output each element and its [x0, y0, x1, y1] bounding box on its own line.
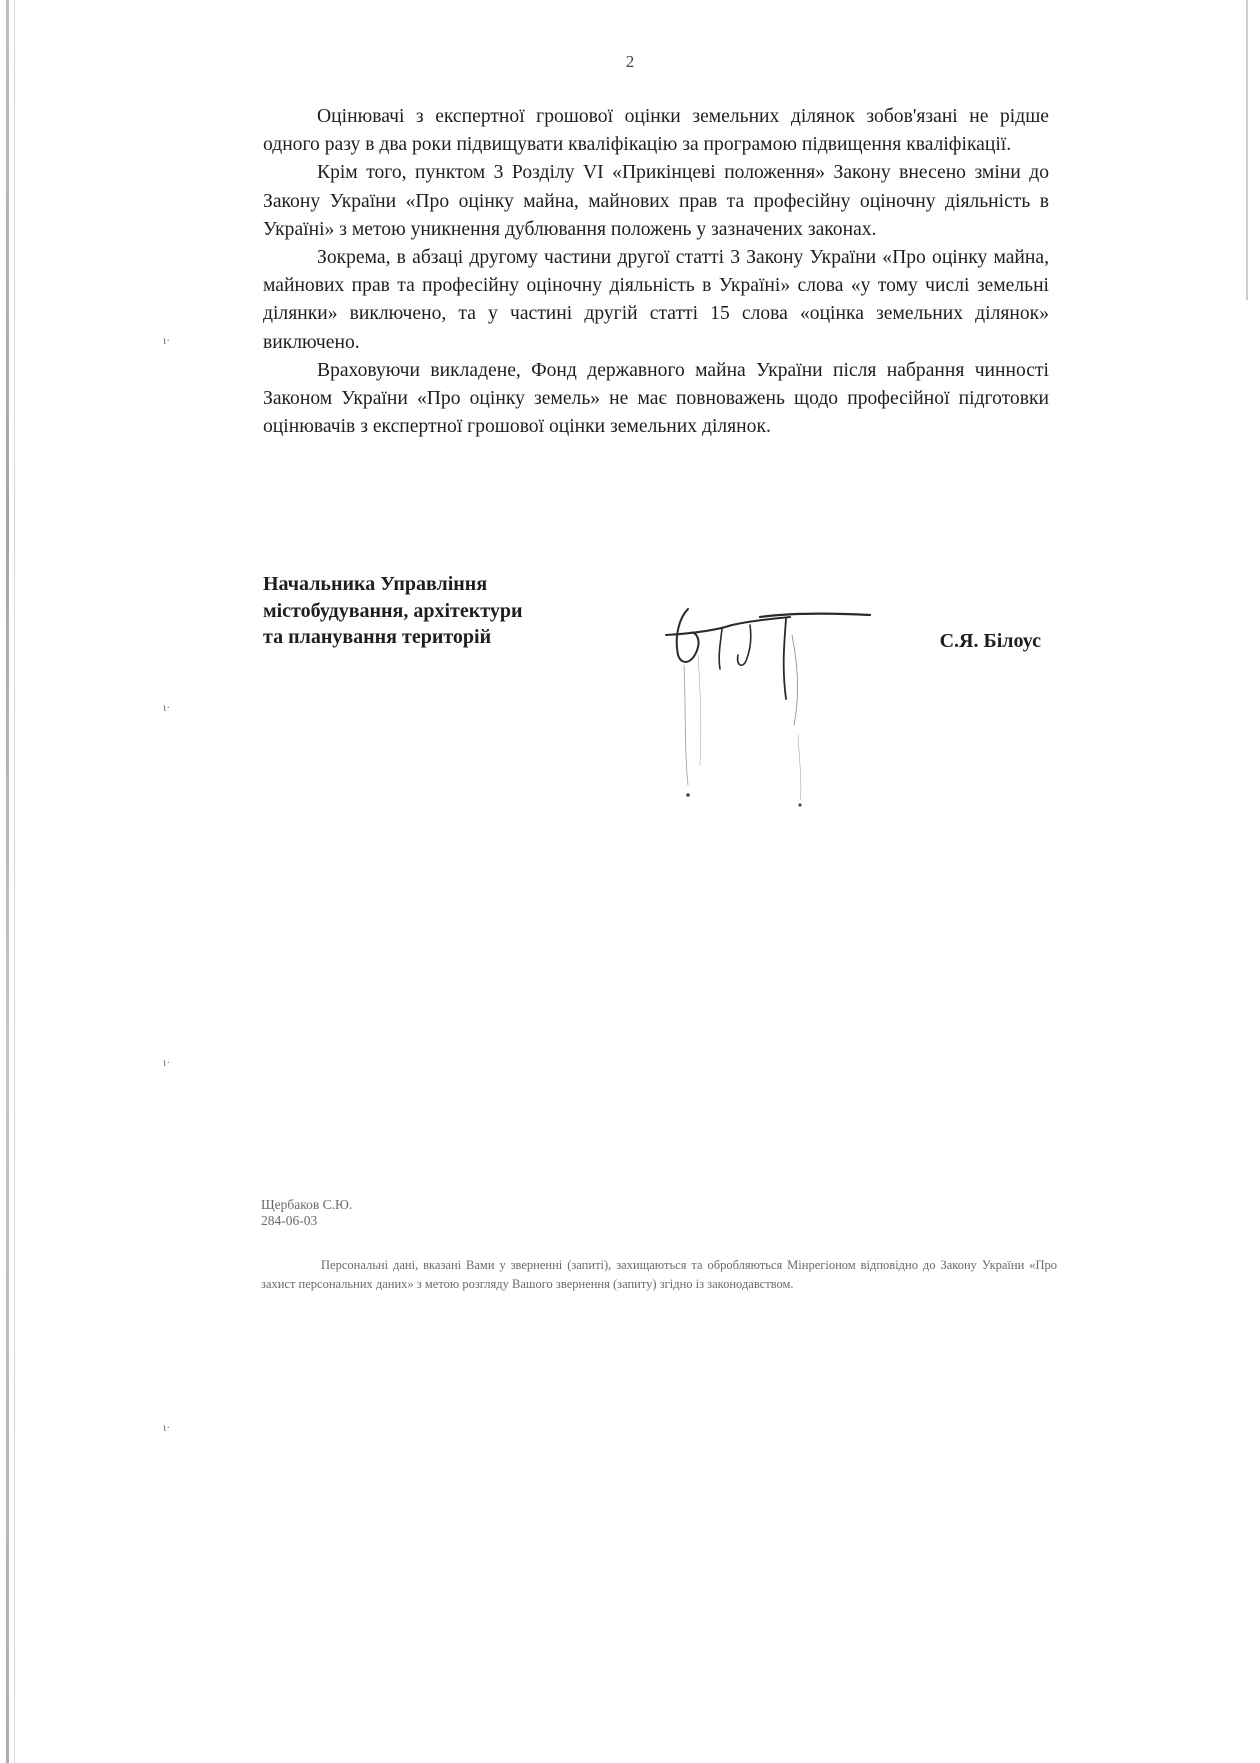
privacy-footnote: Персональні дані, вказані Вами у зверненні (запиті), захищаються та обробляються Мінрегіоном відповідно до Закону України «Про захист персональних даних» з метою розгляду Вашого звернення (запиту) згідно із законодавством. — [261, 1258, 1057, 1291]
signatory-name: С.Я. Білоус — [939, 630, 1041, 652]
signatory-title — [263, 571, 523, 651]
executor-phone: 284-06-03 — [261, 1213, 318, 1228]
signatory-title-line: Начальника Управління — [263, 573, 488, 595]
punch-mark: ι· — [163, 700, 171, 714]
letter-body — [263, 103, 1049, 441]
scan-edge-left — [6, 0, 9, 1763]
punch-mark: ι· — [163, 1420, 171, 1434]
punch-mark: ι· — [163, 333, 171, 347]
executor-info — [261, 1197, 352, 1229]
scan-edge-left-inner — [14, 0, 15, 1763]
executor-name: Щербаков С.Ю. — [261, 1197, 353, 1212]
signatory-title-line: та планування територій — [263, 626, 492, 648]
paragraph: Оцінювачі з експертної грошової оцінки земельних ділянок зобов'язані не рідше одного разу в два роки підвищувати кваліфікацію за програмою підвищення кваліфікації. — [263, 106, 1049, 156]
signature-block — [263, 571, 1049, 681]
paragraph: Враховуючи викладене, Фонд державного майна України після набрання чинності Законом України «Про оцінку земель» не має повноважень щодо професійної підготовки оцінювачів з експертної грошової оцінки земельних ділянок. — [263, 359, 1049, 438]
handwritten-signature — [660, 595, 890, 810]
page-number: 2 — [625, 52, 635, 71]
paragraph: Зокрема, в абзаці другому частини другої статті 3 Закону України «Про оцінку майна, майнових прав та професійну оціночну діяльність в Україні» слова «у тому числі земельні ділянки» виключено, та у частині другій статті 15 слова «оцінка земельних ділянок» виключено. — [263, 247, 1049, 353]
signatory-title-line: містобудування, архітектури — [263, 599, 523, 622]
scan-edge-right — [1246, 0, 1248, 300]
punch-mark: ι· — [163, 1055, 171, 1069]
paragraph: Крім того, пунктом 3 Розділу VI «Прикінцеві положення» Закону внесено зміни до Закону України «Про оцінку майна, майнових прав та професійну оціночну діяльність в Україні» з метою уникнення дублювання положень у зазначених законах. — [263, 162, 1049, 240]
